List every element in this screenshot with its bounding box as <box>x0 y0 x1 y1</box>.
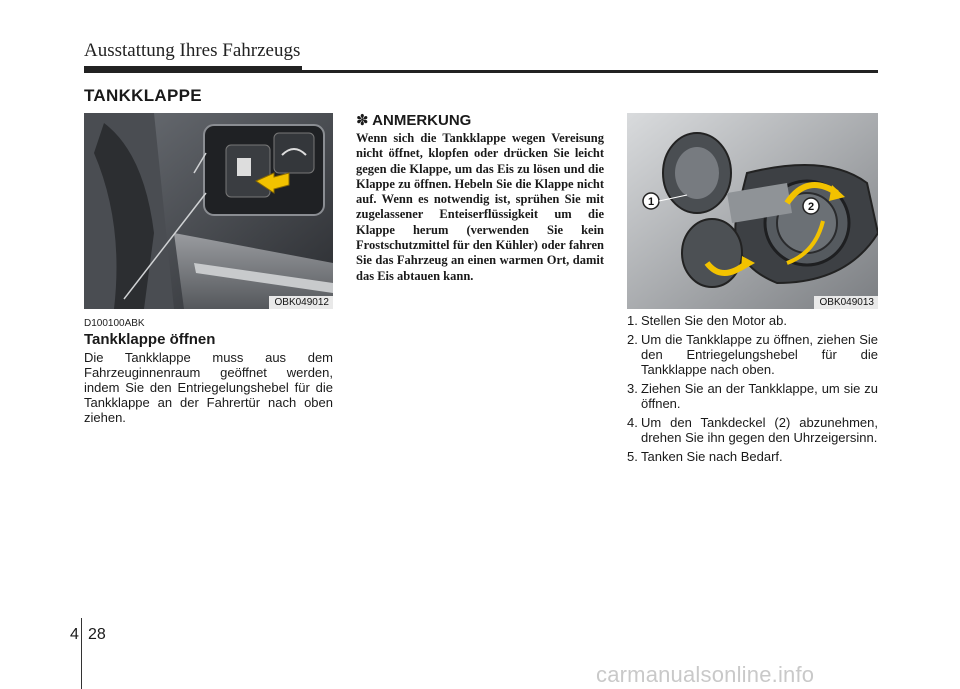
header-rule <box>84 70 878 73</box>
step-number: 4. <box>627 415 638 430</box>
image-caption-right: OBK049013 <box>814 296 879 309</box>
steps-list <box>627 313 878 468</box>
fuel-door-lever-image <box>84 113 333 309</box>
step-item <box>627 313 878 328</box>
subheading-open-fuel-door: Tankklappe öffnen <box>84 331 216 348</box>
step-number: 2. <box>627 332 638 347</box>
callout-2: 2 <box>807 201 815 213</box>
step-text: Um den Tankdeckel (2) abzunehmen, drehen Sie ihn gegen den Uhrzeigersinn. <box>641 415 878 445</box>
note-body: Wenn sich die Tankklappe wegen Vereisung nicht öffnet, klopfen oder drücken Sie leicht gegen die Klappe, um das Eis zu lösen und die Klappe zu öffnen. Hebeln Sie die Klappe nicht auf. Wenn es notwendig ist, sprühen Sie mit zugelassener Enteiserflüssigkeit um die Klappe herum (verwenden Sie kein Frostschutzmittel für den Kühler) oder fahren Sie das Fahrzeug an einen warmen Ort, damit das Eis abtauen kann. <box>356 131 604 283</box>
callout-1: 1 <box>647 196 655 208</box>
step-text: Um die Tankklappe zu öffnen, ziehen Sie den Entriegelungshebel für die Tankklappe nach oben. <box>641 332 878 377</box>
watermark: carmanualsonline.info <box>596 662 815 687</box>
section-code: D100100ABK <box>84 318 145 329</box>
fuel-door-lever-illustration <box>84 113 333 309</box>
section-title: TANKKLAPPE <box>84 86 202 105</box>
fuel-cap-image <box>627 113 878 309</box>
step-text: Tanken Sie nach Bedarf. <box>641 449 783 464</box>
step-item <box>627 332 878 377</box>
step-item <box>627 449 878 464</box>
footer-page-number: 28 <box>88 626 106 643</box>
footer-chapter-number: 4 <box>70 626 79 643</box>
step-number: 5. <box>627 449 638 464</box>
image-caption-left: OBK049012 <box>269 296 334 309</box>
fuel-cap-illustration <box>627 113 878 309</box>
body-text-left: Die Tankklappe muss aus dem Fahrzeuginnenraum geöffnet werden, indem Sie den Entriegelungshebel für die Tankklappe an der Fahrertür nach oben ziehen. <box>84 350 333 425</box>
step-item <box>627 415 878 445</box>
page-header-title: Ausstattung Ihres Fahrzeugs <box>84 40 301 61</box>
step-text: Ziehen Sie an der Tankklappe, um sie zu öffnen. <box>641 381 878 411</box>
note-heading: ✽ ANMERKUNG <box>356 112 472 129</box>
step-number: 1. <box>627 313 638 328</box>
footer-divider <box>81 618 82 689</box>
step-text: Stellen Sie den Motor ab. <box>641 313 787 328</box>
step-number: 3. <box>627 381 638 396</box>
step-item <box>627 381 878 411</box>
